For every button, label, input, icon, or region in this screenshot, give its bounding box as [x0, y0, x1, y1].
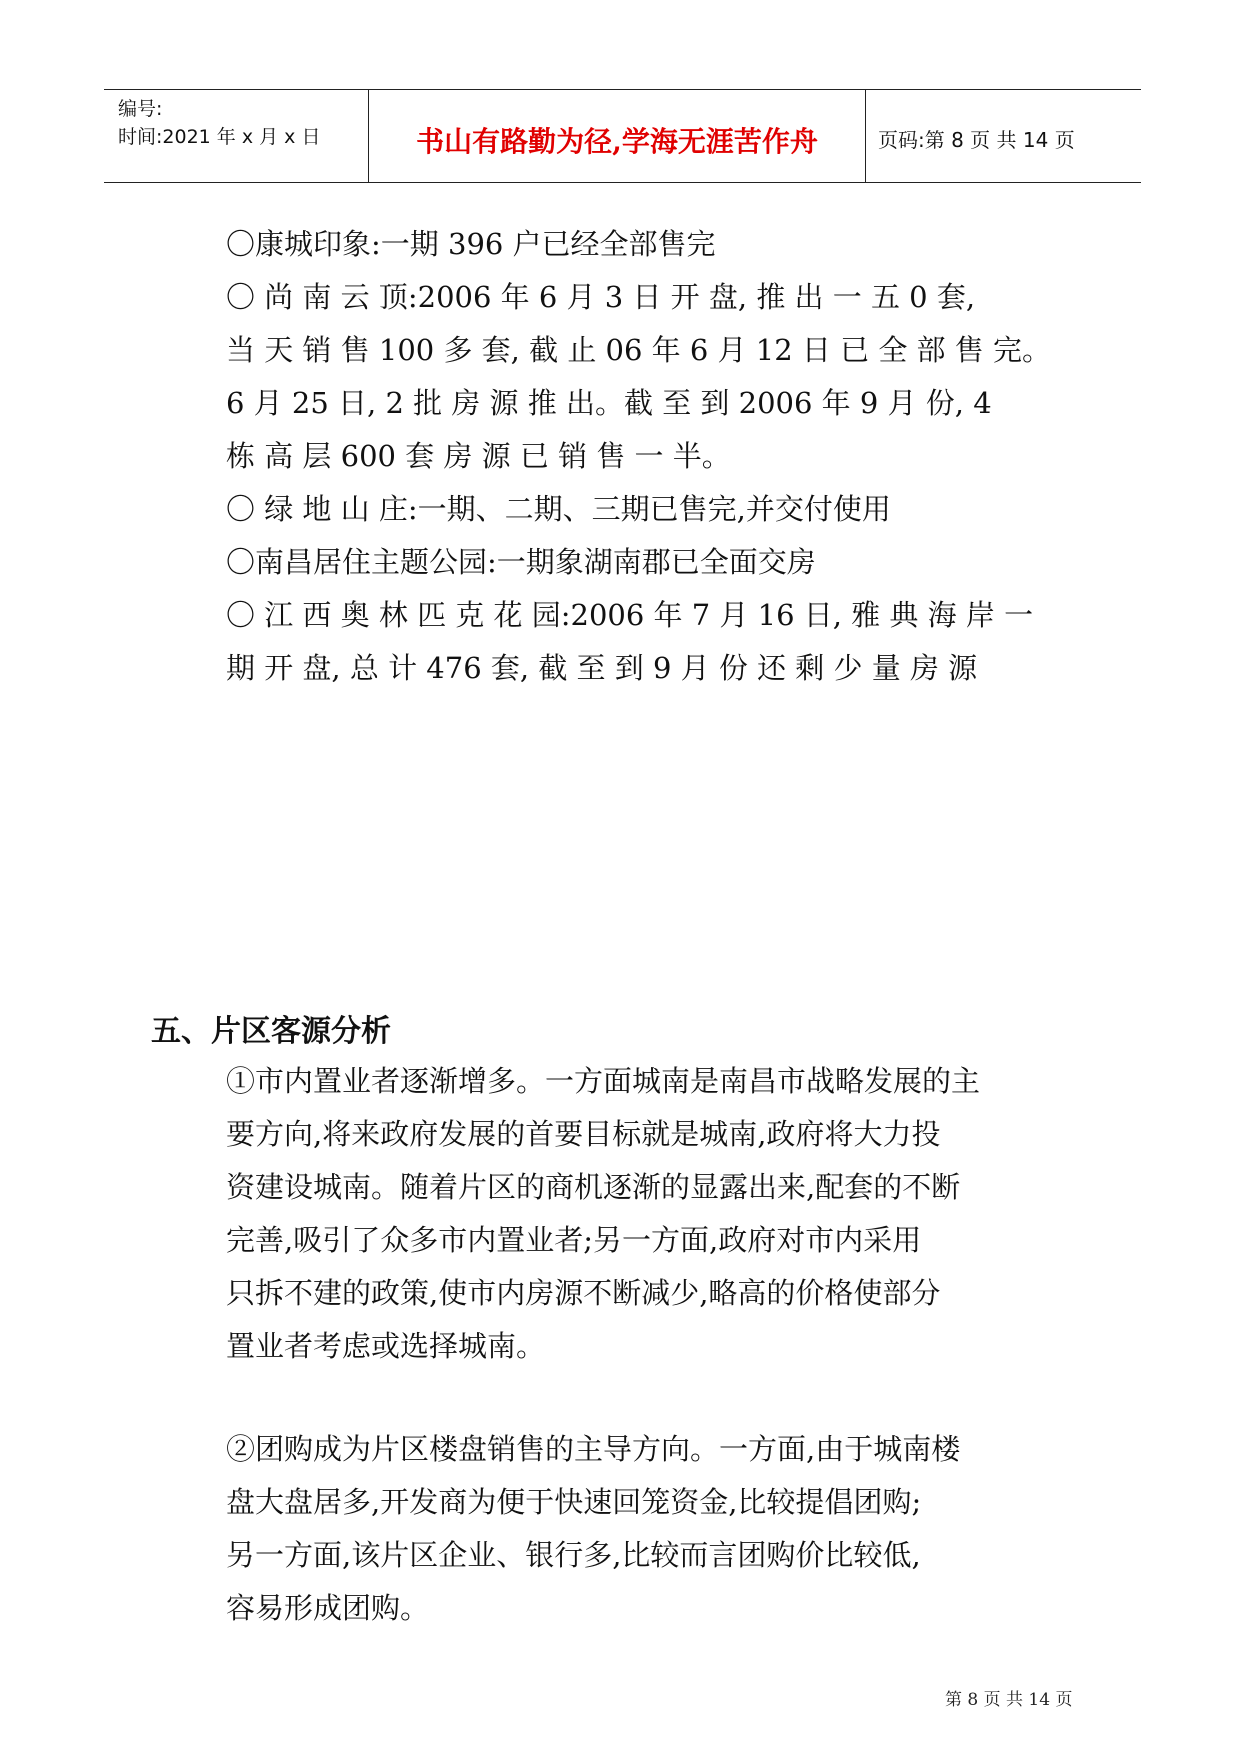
section-title: 五、片区客源分析	[151, 1014, 391, 1049]
paragraph-line: 盘大盘居多,开发商为便于快速回笼资金,比较提倡团购;	[226, 1485, 922, 1519]
number-label: 编号:	[118, 98, 163, 120]
header-right-cell	[866, 90, 1141, 182]
paragraph-line: 只拆不建的政策,使市内房源不断减少,略高的价格使部分	[226, 1276, 941, 1310]
paragraph-line: 资建设城南。随着片区的商机逐渐的显露出来,配套的不断	[226, 1170, 961, 1204]
project-line: 期 开 盘, 总 计 476 套, 截 至 到 9 月 份 还 剩 少 量 房 源	[226, 651, 978, 685]
time-label: 时间:2021 年 x 月 x 日	[118, 126, 321, 148]
project-line: 当 天 销 售 100 多 套, 截 止 06 年 6 月 12 日 已 全 部 售 完。	[226, 333, 1051, 367]
project-line: 〇 尚 南 云 顶:2006 年 6 月 3 日 开 盘, 推 出 一 五 0 套,	[226, 280, 976, 314]
header-middle-cell	[369, 90, 866, 182]
page-code: 页码:第 8 页 共 14 页	[878, 128, 1075, 152]
page-header	[104, 89, 1141, 183]
paragraph-line: 置业者考虑或选择城南。	[226, 1329, 546, 1363]
header-left-cell	[104, 90, 369, 182]
project-line: 栋 高 层 600 套 房 源 已 销 售 一 半。	[226, 439, 731, 473]
paragraph-line: 要方向,将来政府发展的首要目标就是城南,政府将大力投	[226, 1117, 941, 1151]
project-line: 6 月 25 日, 2 批 房 源 推 出。截 至 到 2006 年 9 月 份, 4	[226, 386, 992, 420]
paragraph-line: ②团购成为片区楼盘销售的主导方向。一方面,由于城南楼	[226, 1432, 961, 1466]
project-line: 〇 绿 地 山 庄:一期、二期、三期已售完,并交付使用	[226, 492, 891, 526]
paragraph-line: 完善,吸引了众多市内置业者;另一方面,政府对市内采用	[226, 1223, 922, 1257]
project-line: 〇 江 西 奥 林 匹 克 花 园:2006 年 7 月 16 日, 雅 典 海 岸 一	[226, 598, 1034, 632]
paragraph-line: ①市内置业者逐渐增多。一方面城南是南昌市战略发展的主	[226, 1064, 981, 1098]
paragraph-line: 另一方面,该片区企业、银行多,比较而言团购价比较低,	[226, 1538, 921, 1572]
paragraph-line: 容易形成团购。	[226, 1591, 430, 1625]
project-line: 〇南昌居住主题公园:一期象湖南郡已全面交房	[226, 545, 816, 579]
page-footer: 第 8 页 共 14 页	[945, 1690, 1073, 1710]
header-motto: 书山有路勤为径,学海无涯苦作舟	[416, 125, 818, 158]
project-line: 〇康城印象:一期 396 户已经全部售完	[226, 227, 716, 261]
